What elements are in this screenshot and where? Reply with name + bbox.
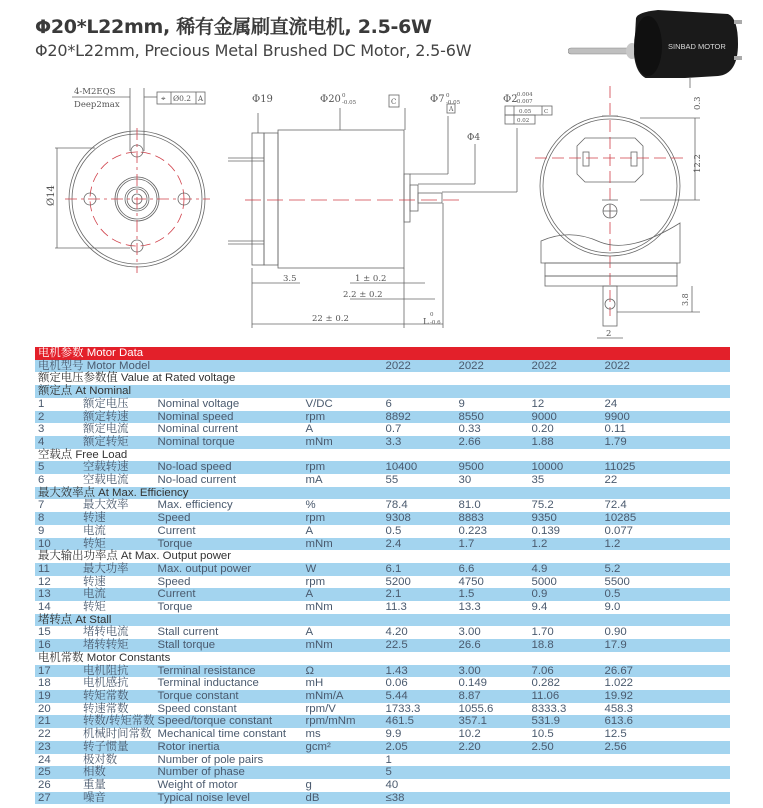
cell-cn: 额定转矩 bbox=[80, 436, 155, 449]
cell-en: Torque constant bbox=[155, 690, 303, 703]
section-title-row: 电机常数 Motor Constants bbox=[35, 652, 730, 665]
cell-en: Speed constant bbox=[155, 703, 303, 716]
cell-value: 5.44 bbox=[383, 690, 456, 703]
cell-unit: mA bbox=[303, 474, 383, 487]
cell-en: Torque bbox=[155, 538, 303, 551]
cell-en: Current bbox=[155, 525, 303, 538]
cell-en: Current bbox=[155, 588, 303, 601]
cell-no: 2 bbox=[35, 411, 80, 424]
datum-a-label: A bbox=[449, 106, 454, 113]
svg-text:-0.6: -0.6 bbox=[430, 320, 441, 326]
cell-en: Speed bbox=[155, 576, 303, 589]
technical-drawing bbox=[0, 78, 763, 346]
cell-value: 26.67 bbox=[602, 665, 730, 678]
cell-value: 2.1 bbox=[383, 588, 456, 601]
cell-value bbox=[602, 779, 730, 792]
cell-no: 26 bbox=[35, 779, 80, 792]
cell-value: 6.6 bbox=[456, 563, 529, 576]
cell-value: 8.87 bbox=[456, 690, 529, 703]
cell-cn: 额定电流 bbox=[80, 423, 155, 436]
page-title-en: Φ20*L22mm, Precious Metal Brushed DC Motor, 2.5-6W bbox=[35, 41, 472, 60]
svg-text:-0.004: -0.004 bbox=[515, 92, 533, 98]
cell-value: 9000 bbox=[529, 411, 602, 424]
cell-value: 81.0 bbox=[456, 499, 529, 512]
cell-unit: ms bbox=[303, 728, 383, 741]
table-row bbox=[35, 665, 730, 678]
dim-0-3-label: 0.3 bbox=[693, 96, 703, 110]
table-row bbox=[35, 677, 730, 690]
cell-value: 0.33 bbox=[456, 423, 529, 436]
cell-value: 1055.6 bbox=[456, 703, 529, 716]
cell-no: 11 bbox=[35, 563, 80, 576]
cell-no: 13 bbox=[35, 588, 80, 601]
cell-en: Speed/torque constant bbox=[155, 715, 303, 728]
cell-value: 5.2 bbox=[602, 563, 730, 576]
table-header-row bbox=[35, 347, 730, 360]
cell-value: 10.2 bbox=[456, 728, 529, 741]
cell-en: Terminal resistance bbox=[155, 665, 303, 678]
d2-label: Φ2 bbox=[503, 94, 518, 105]
cell-en: Terminal inductance bbox=[155, 677, 303, 690]
depth-note: Deep2max bbox=[74, 100, 120, 110]
cell-value: 10285 bbox=[602, 512, 730, 525]
cell-value: 1.7 bbox=[456, 538, 529, 551]
cell-unit: A bbox=[303, 588, 383, 601]
cell-value: 531.9 bbox=[529, 715, 602, 728]
cell-value: 0.06 bbox=[383, 677, 456, 690]
cell-no: 8 bbox=[35, 512, 80, 525]
cell-unit: rpm/V bbox=[303, 703, 383, 716]
cell-no: 16 bbox=[35, 639, 80, 652]
cell-value: 1.022 bbox=[602, 677, 730, 690]
cell-value: 12 bbox=[529, 398, 602, 411]
cell-value: 613.6 bbox=[602, 715, 730, 728]
cell-cn: 转速 bbox=[80, 512, 155, 525]
cell-value: 11025 bbox=[602, 461, 730, 474]
cell-value: 1.2 bbox=[529, 538, 602, 551]
cell-value bbox=[529, 779, 602, 792]
cell-no: 20 bbox=[35, 703, 80, 716]
cell-value: 24 bbox=[602, 398, 730, 411]
cell-value: 2.4 bbox=[383, 538, 456, 551]
cell-value: 357.1 bbox=[456, 715, 529, 728]
cell-value: 2.05 bbox=[383, 741, 456, 754]
table-row bbox=[35, 639, 730, 652]
cell-unit: rpm bbox=[303, 576, 383, 589]
cell-unit: mNm bbox=[303, 538, 383, 551]
cell-value: 9900 bbox=[602, 411, 730, 424]
cell-cn: 额定转速 bbox=[80, 411, 155, 424]
cell-unit: rpm bbox=[303, 411, 383, 424]
cell-value: 8333.3 bbox=[529, 703, 602, 716]
cell-value: 0.90 bbox=[602, 626, 730, 639]
cell-cn: 电机感抗 bbox=[80, 677, 155, 690]
cell-value: 5000 bbox=[529, 576, 602, 589]
cell-value: 10.5 bbox=[529, 728, 602, 741]
cell-unit: % bbox=[303, 499, 383, 512]
page-title-cn: Φ20*L22mm, 稀有金属刷直流电机, 2.5-6W bbox=[35, 16, 432, 38]
cell-value: 5 bbox=[383, 766, 456, 779]
table-row bbox=[35, 766, 730, 779]
cell-value: 0.9 bbox=[529, 588, 602, 601]
cell-unit: g bbox=[303, 779, 383, 792]
rear-view bbox=[535, 78, 700, 338]
cell-value bbox=[456, 766, 529, 779]
cell-unit: rpm bbox=[303, 461, 383, 474]
cell-unit: mNm bbox=[303, 436, 383, 449]
cell-en: Weight of motor bbox=[155, 779, 303, 792]
cell-value: 0.149 bbox=[456, 677, 529, 690]
cell-cn: 重量 bbox=[80, 779, 155, 792]
cell-value: 0.077 bbox=[602, 525, 730, 538]
cell-value: 5500 bbox=[602, 576, 730, 589]
cell-value: 72.4 bbox=[602, 499, 730, 512]
cell-no: 4 bbox=[35, 436, 80, 449]
side-view bbox=[228, 95, 552, 328]
svg-text:-0.05: -0.05 bbox=[446, 100, 461, 106]
diameter-14-label: Ø14 bbox=[46, 185, 57, 206]
svg-text:0: 0 bbox=[430, 312, 434, 318]
cell-cn: 最大功率 bbox=[80, 563, 155, 576]
cell-cn: 电流 bbox=[80, 588, 155, 601]
cell-value: 18.8 bbox=[529, 639, 602, 652]
cell-en: Max. output power bbox=[155, 563, 303, 576]
cell-en: Number of pole pairs bbox=[155, 754, 303, 767]
motor-data-table bbox=[35, 347, 730, 804]
cell-value: 1.5 bbox=[456, 588, 529, 601]
datum-c-label: C bbox=[391, 98, 397, 106]
cell-cn: 转矩 bbox=[80, 538, 155, 551]
cell-unit: rpm/mNm bbox=[303, 715, 383, 728]
cell-value bbox=[456, 792, 529, 805]
cell-value: ≤38 bbox=[383, 792, 456, 805]
cell-no: 5 bbox=[35, 461, 80, 474]
cell-value bbox=[456, 754, 529, 767]
cell-cn: 空载转速 bbox=[80, 461, 155, 474]
cell-value: 3.00 bbox=[456, 665, 529, 678]
cell-value: 8550 bbox=[456, 411, 529, 424]
cell-no: 23 bbox=[35, 741, 80, 754]
cell-no: 17 bbox=[35, 665, 80, 678]
cell-value: 35 bbox=[529, 474, 602, 487]
table-header: 电机参数 Motor Data bbox=[35, 347, 730, 360]
cell-value: 78.4 bbox=[383, 499, 456, 512]
cell-no: 21 bbox=[35, 715, 80, 728]
svg-text:0: 0 bbox=[446, 93, 450, 99]
section-title-row: 堵转点 At Stall bbox=[35, 614, 730, 627]
cell-value: 1733.3 bbox=[383, 703, 456, 716]
position-tolerance-value: Ø0.2 bbox=[173, 94, 192, 103]
table-row bbox=[35, 423, 730, 436]
cell-no: 22 bbox=[35, 728, 80, 741]
cell-value: 0.7 bbox=[383, 423, 456, 436]
table-body bbox=[35, 385, 730, 804]
cell-value: 8892 bbox=[383, 411, 456, 424]
svg-text:0.05: 0.05 bbox=[519, 109, 532, 115]
length-22-label: 22 ± 0.2 bbox=[312, 314, 349, 324]
cell-value: 458.3 bbox=[602, 703, 730, 716]
table-row bbox=[35, 474, 730, 487]
cell-no: 25 bbox=[35, 766, 80, 779]
cell-cn: 堵转转矩 bbox=[80, 639, 155, 652]
cell-cn: 噪音 bbox=[80, 792, 155, 805]
cell-value: 9308 bbox=[383, 512, 456, 525]
table-row bbox=[35, 601, 730, 614]
cell-value: 7.06 bbox=[529, 665, 602, 678]
brand-label: SINBAD MOTOR bbox=[668, 42, 726, 51]
cell-value: 4750 bbox=[456, 576, 529, 589]
table-row bbox=[35, 499, 730, 512]
cell-value: 8883 bbox=[456, 512, 529, 525]
cell-cn: 转子惯量 bbox=[80, 741, 155, 754]
cell-value: 6.1 bbox=[383, 563, 456, 576]
cell-no: 9 bbox=[35, 525, 80, 538]
cell-unit: mH bbox=[303, 677, 383, 690]
cell-en: Typical noise level bbox=[155, 792, 303, 805]
length-3-5-label: 3.5 bbox=[283, 274, 297, 284]
cell-en: Speed bbox=[155, 512, 303, 525]
length-2-2-label: 2.2 ± 0.2 bbox=[343, 290, 383, 300]
position-tolerance-icon: ⌖ bbox=[161, 94, 166, 103]
cell-value: 10400 bbox=[383, 461, 456, 474]
cell-cn: 极对数 bbox=[80, 754, 155, 767]
cell-value: 30 bbox=[456, 474, 529, 487]
table-row bbox=[35, 728, 730, 741]
cell-no: 24 bbox=[35, 754, 80, 767]
cell-value: 9 bbox=[456, 398, 529, 411]
length-l-label: L bbox=[423, 317, 429, 327]
cell-value bbox=[529, 754, 602, 767]
cell-unit: dB bbox=[303, 792, 383, 805]
cell-value: 6 bbox=[383, 398, 456, 411]
table-row bbox=[35, 626, 730, 639]
section-title-row: 最大效率点 At Max. Efficiency bbox=[35, 487, 730, 500]
cell-en: Nominal speed bbox=[155, 411, 303, 424]
cell-en: No-load current bbox=[155, 474, 303, 487]
cell-value bbox=[602, 754, 730, 767]
cell-no: 10 bbox=[35, 538, 80, 551]
cell-cn: 转速常数 bbox=[80, 703, 155, 716]
cell-value: 19.92 bbox=[602, 690, 730, 703]
table-row bbox=[35, 690, 730, 703]
cell-no: 15 bbox=[35, 626, 80, 639]
cell-cn: 转矩 bbox=[80, 601, 155, 614]
cell-unit: mNm bbox=[303, 639, 383, 652]
table-row bbox=[35, 411, 730, 424]
cell-no: 19 bbox=[35, 690, 80, 703]
dim-3-8-label: 3.8 bbox=[681, 293, 690, 306]
thread-note: 4-M2EQS bbox=[74, 87, 116, 97]
cell-value: 9500 bbox=[456, 461, 529, 474]
cell-en: Stall torque bbox=[155, 639, 303, 652]
cell-unit: mNm/A bbox=[303, 690, 383, 703]
cell-no: 12 bbox=[35, 576, 80, 589]
cell-unit: rpm bbox=[303, 512, 383, 525]
cell-value: 2.66 bbox=[456, 436, 529, 449]
cell-cn: 转速 bbox=[80, 576, 155, 589]
cell-en: Max. efficiency bbox=[155, 499, 303, 512]
table-row bbox=[35, 436, 730, 449]
cell-en: No-load speed bbox=[155, 461, 303, 474]
table-row bbox=[35, 703, 730, 716]
cell-value: 9350 bbox=[529, 512, 602, 525]
cell-value: 9.0 bbox=[602, 601, 730, 614]
cell-en: Rotor inertia bbox=[155, 741, 303, 754]
table-row bbox=[35, 525, 730, 538]
cell-cn: 相数 bbox=[80, 766, 155, 779]
table-row bbox=[35, 779, 730, 792]
cell-value: 1.43 bbox=[383, 665, 456, 678]
cell-en: Stall current bbox=[155, 626, 303, 639]
cell-cn: 电机阻抗 bbox=[80, 665, 155, 678]
d19-label: Φ19 bbox=[252, 94, 273, 105]
cell-no: 6 bbox=[35, 474, 80, 487]
cell-cn: 转数/转矩常数 bbox=[80, 715, 155, 728]
cell-unit: V/DC bbox=[303, 398, 383, 411]
svg-text:0.02: 0.02 bbox=[517, 118, 530, 124]
cell-value: 0.20 bbox=[529, 423, 602, 436]
cell-en: Nominal torque bbox=[155, 436, 303, 449]
cell-value: 26.6 bbox=[456, 639, 529, 652]
cell-value: 22 bbox=[602, 474, 730, 487]
cell-cn: 额定电压 bbox=[80, 398, 155, 411]
svg-text:0: 0 bbox=[342, 93, 346, 99]
section-title-row: 额定点 At Nominal bbox=[35, 385, 730, 398]
table-row bbox=[35, 538, 730, 551]
cell-value: 0.139 bbox=[529, 525, 602, 538]
cell-value: 13.3 bbox=[456, 601, 529, 614]
table-row bbox=[35, 512, 730, 525]
table-row bbox=[35, 792, 730, 805]
length-1-label: 1 ± 0.2 bbox=[355, 274, 387, 284]
cell-no: 18 bbox=[35, 677, 80, 690]
motor-product-photo bbox=[568, 4, 748, 78]
cell-value: 40 bbox=[383, 779, 456, 792]
cell-cn: 堵转电流 bbox=[80, 626, 155, 639]
cell-value: 9.4 bbox=[529, 601, 602, 614]
cell-value: 1.70 bbox=[529, 626, 602, 639]
cell-no: 27 bbox=[35, 792, 80, 805]
cell-value: 1 bbox=[383, 754, 456, 767]
cell-value: 3.00 bbox=[456, 626, 529, 639]
cell-value: 17.9 bbox=[602, 639, 730, 652]
cell-value: 10000 bbox=[529, 461, 602, 474]
cell-value bbox=[529, 766, 602, 779]
cell-value bbox=[602, 766, 730, 779]
cell-unit: Ω bbox=[303, 665, 383, 678]
cell-value bbox=[602, 792, 730, 805]
cell-value: 0.282 bbox=[529, 677, 602, 690]
cell-en: Mechanical time constant bbox=[155, 728, 303, 741]
cell-no: 1 bbox=[35, 398, 80, 411]
cell-value: 2.20 bbox=[456, 741, 529, 754]
cell-unit: gcm² bbox=[303, 741, 383, 754]
cell-cn: 机械时间常数 bbox=[80, 728, 155, 741]
cell-unit: A bbox=[303, 525, 383, 538]
cell-value: 0.223 bbox=[456, 525, 529, 538]
cell-value: 0.5 bbox=[383, 525, 456, 538]
svg-text:C: C bbox=[544, 109, 549, 115]
cell-unit: A bbox=[303, 423, 383, 436]
table-row bbox=[35, 563, 730, 576]
cell-value: 1.79 bbox=[602, 436, 730, 449]
table-row bbox=[35, 576, 730, 589]
cell-value: 3.3 bbox=[383, 436, 456, 449]
cell-cn: 最大效率 bbox=[80, 499, 155, 512]
cell-cn: 转矩常数 bbox=[80, 690, 155, 703]
cell-value: 11.3 bbox=[383, 601, 456, 614]
cell-value bbox=[456, 779, 529, 792]
table-row bbox=[35, 461, 730, 474]
cell-value: 12.5 bbox=[602, 728, 730, 741]
table-row bbox=[35, 398, 730, 411]
table-row bbox=[35, 715, 730, 728]
cell-unit: A bbox=[303, 626, 383, 639]
cell-value: 5200 bbox=[383, 576, 456, 589]
cell-unit bbox=[303, 766, 383, 779]
cell-no: 14 bbox=[35, 601, 80, 614]
cell-value: 1.88 bbox=[529, 436, 602, 449]
cell-value: 2.56 bbox=[602, 741, 730, 754]
d20-label: Φ20 bbox=[320, 94, 341, 105]
d7-label: Φ7 bbox=[430, 94, 445, 105]
cell-en: Nominal current bbox=[155, 423, 303, 436]
cell-value: 0.5 bbox=[602, 588, 730, 601]
cell-value bbox=[529, 792, 602, 805]
svg-text:-0.007: -0.007 bbox=[515, 99, 533, 105]
cell-value: 0.11 bbox=[602, 423, 730, 436]
dim-12-2-label: 12.2 bbox=[693, 154, 703, 173]
cell-en: Number of phase bbox=[155, 766, 303, 779]
rated-voltage-row: 额定电压参数值 Value at Rated voltage bbox=[35, 372, 730, 385]
dim-2-label: 2 bbox=[606, 329, 612, 339]
section-title-row: 最大输出功率点 At Max. Output power bbox=[35, 550, 730, 563]
cell-value: 9.9 bbox=[383, 728, 456, 741]
svg-text:-0.05: -0.05 bbox=[342, 100, 357, 106]
cell-unit: mNm bbox=[303, 601, 383, 614]
datum-a-ref: A bbox=[198, 95, 204, 103]
cell-no: 7 bbox=[35, 499, 80, 512]
cell-value: 2.50 bbox=[529, 741, 602, 754]
cell-unit: W bbox=[303, 563, 383, 576]
cell-value: 4.20 bbox=[383, 626, 456, 639]
cell-value: 11.06 bbox=[529, 690, 602, 703]
table-row bbox=[35, 754, 730, 767]
cell-cn: 空载电流 bbox=[80, 474, 155, 487]
cell-value: 55 bbox=[383, 474, 456, 487]
d4-label: Φ4 bbox=[467, 133, 481, 143]
cell-cn: 电流 bbox=[80, 525, 155, 538]
section-title-row: 空载点 Free Load bbox=[35, 449, 730, 462]
cell-unit bbox=[303, 754, 383, 767]
cell-value: 1.2 bbox=[602, 538, 730, 551]
cell-value: 4.9 bbox=[529, 563, 602, 576]
cell-value: 461.5 bbox=[383, 715, 456, 728]
model-row: 电机型号 Motor Model 2022 2022 2022 2022 bbox=[35, 360, 730, 373]
table-row bbox=[35, 741, 730, 754]
front-view bbox=[55, 88, 210, 273]
cell-en: Torque bbox=[155, 601, 303, 614]
table-row bbox=[35, 588, 730, 601]
cell-value: 22.5 bbox=[383, 639, 456, 652]
cell-no: 3 bbox=[35, 423, 80, 436]
cell-value: 75.2 bbox=[529, 499, 602, 512]
cell-en: Nominal voltage bbox=[155, 398, 303, 411]
